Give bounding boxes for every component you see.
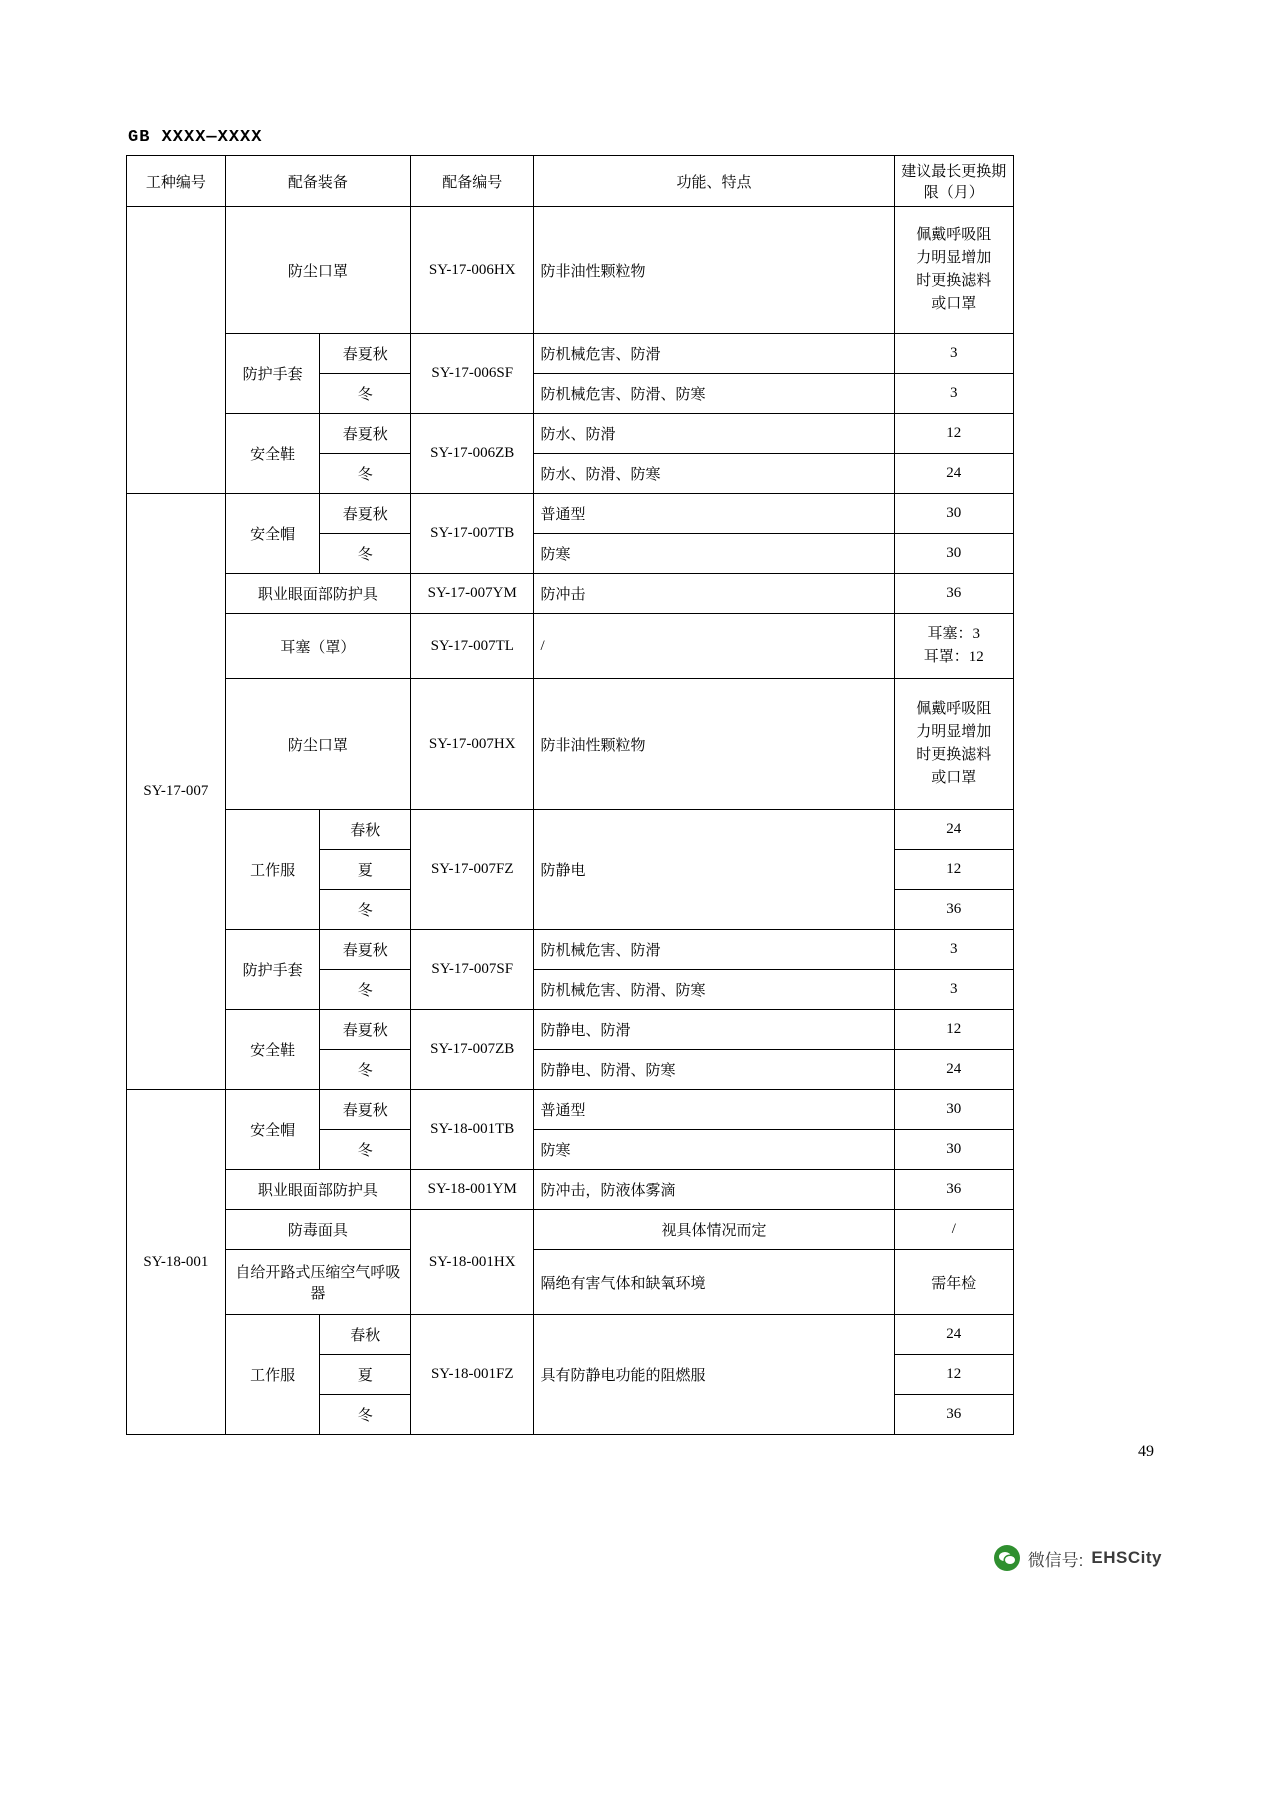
cell-equip-number: SY-17-007HX [411, 679, 534, 810]
cell-equip-number: SY-17-007SF [411, 930, 534, 1010]
table-row [127, 334, 1014, 374]
cell-code-sy-18-001: SY-18-001 [127, 1090, 226, 1435]
cell-equipment: 耳塞（罩） [225, 614, 410, 679]
cell-function: 防水、防滑 [534, 414, 894, 454]
cell-function: 防静电、防滑 [534, 1010, 894, 1050]
table-row [127, 494, 1014, 534]
cell-function: 隔绝有害气体和缺氧环境 [534, 1250, 894, 1315]
cell-season: 冬 [320, 1050, 411, 1090]
term-line-1: 耳塞：3 [927, 625, 981, 642]
table-row [127, 414, 1014, 454]
cell-term: 24 [894, 1315, 1013, 1355]
cell-term: 12 [894, 1355, 1013, 1395]
cell-term: 3 [894, 930, 1013, 970]
table-header-row [127, 156, 1014, 207]
cell-function: 具有防静电功能的阻燃服 [534, 1315, 894, 1435]
cell-code-sy-17-007: SY-17-007 [127, 494, 226, 1090]
cell-term: 3 [894, 334, 1013, 374]
table-row [127, 810, 1014, 850]
cell-equipment: 防毒面具 [225, 1210, 410, 1250]
cell-term: 3 [894, 970, 1013, 1010]
cell-season: 春夏秋 [320, 1090, 411, 1130]
cell-equipment: 防尘口罩 [225, 679, 410, 810]
table-row [127, 1250, 1014, 1315]
cell-season: 冬 [320, 1130, 411, 1170]
cell-function: 防寒 [534, 1130, 894, 1170]
cell-term: / [894, 1210, 1013, 1250]
cell-function: 防冲击，防液体雾滴 [534, 1170, 894, 1210]
cell-function: 防水、防滑、防寒 [534, 454, 894, 494]
cell-season: 春秋 [320, 810, 411, 850]
cell-equipment: 自给开路式压缩空气呼吸器 [225, 1250, 410, 1315]
table-row [127, 1010, 1014, 1050]
term-line-2: 力明显增加 [916, 723, 992, 740]
table-row [127, 207, 1014, 334]
cell-function: 普通型 [534, 1090, 894, 1130]
cell-equip-number: SY-17-007TL [411, 614, 534, 679]
cell-season: 春夏秋 [320, 930, 411, 970]
cell-equip-number: SY-17-006SF [411, 334, 534, 414]
cell-function: 视具体情况而定 [534, 1210, 894, 1250]
table-row [127, 930, 1014, 970]
cell-season: 夏 [320, 1355, 411, 1395]
term-line-4: 或口罩 [931, 770, 977, 787]
cell-function: 防寒 [534, 534, 894, 574]
cell-term: 30 [894, 494, 1013, 534]
cell-code-continued [127, 207, 226, 494]
cell-function: 防机械危害、防滑 [534, 334, 894, 374]
cell-equipment: 工作服 [225, 810, 320, 930]
cell-function: 普通型 [534, 494, 894, 534]
cell-term: 24 [894, 454, 1013, 494]
table-row [127, 1170, 1014, 1210]
standard-header: GB XXXX—XXXX [128, 128, 263, 147]
column-header-function: 功能、特点 [534, 156, 894, 207]
cell-equipment: 工作服 [225, 1315, 320, 1435]
cell-equipment: 安全鞋 [225, 1010, 320, 1090]
cell-term: 36 [894, 890, 1013, 930]
column-header-equip-number: 配备编号 [411, 156, 534, 207]
cell-season: 冬 [320, 890, 411, 930]
cell-season: 春夏秋 [320, 414, 411, 454]
cell-function: 防非油性颗粒物 [534, 207, 894, 334]
cell-season: 春夏秋 [320, 334, 411, 374]
cell-term: 24 [894, 1050, 1013, 1090]
cell-term: 36 [894, 1395, 1013, 1435]
column-header-term: 建议最长更换期限（月） [894, 156, 1013, 207]
cell-function: 防机械危害、防滑 [534, 930, 894, 970]
column-header-code: 工种编号 [127, 156, 226, 207]
cell-equip-number: SY-18-001FZ [411, 1315, 534, 1435]
cell-term: 30 [894, 534, 1013, 574]
cell-function: 防机械危害、防滑、防寒 [534, 970, 894, 1010]
table-row [127, 1315, 1014, 1355]
cell-equip-number: SY-17-007ZB [411, 1010, 534, 1090]
cell-season: 春夏秋 [320, 494, 411, 534]
watermark-label: 微信号: [1027, 1550, 1084, 1570]
cell-equip-number: SY-17-007YM [411, 574, 534, 614]
cell-season: 冬 [320, 374, 411, 414]
cell-term: 3 [894, 374, 1013, 414]
cell-term: 36 [894, 574, 1013, 614]
cell-equipment: 职业眼面部防护具 [225, 574, 410, 614]
table-row [127, 1090, 1014, 1130]
cell-season: 春夏秋 [320, 1010, 411, 1050]
cell-equipment: 防护手套 [225, 930, 320, 1010]
cell-term [894, 614, 1013, 679]
cell-equipment: 职业眼面部防护具 [225, 1170, 410, 1210]
cell-season: 冬 [320, 534, 411, 574]
term-line-2: 耳罩：12 [923, 649, 984, 665]
term-line-4: 或口罩 [931, 296, 977, 313]
column-header-equipment: 配备装备 [225, 156, 410, 207]
cell-term: 12 [894, 414, 1013, 454]
table-row [127, 679, 1014, 810]
cell-function: 防非油性颗粒物 [534, 679, 894, 810]
watermark [994, 1545, 1162, 1571]
cell-season: 夏 [320, 850, 411, 890]
cell-equip-number: SY-18-001YM [411, 1170, 534, 1210]
cell-term: 24 [894, 810, 1013, 850]
cell-term: 36 [894, 1170, 1013, 1210]
table-row [127, 574, 1014, 614]
cell-equipment: 安全鞋 [225, 414, 320, 494]
cell-equip-number: SY-17-007TB [411, 494, 534, 574]
cell-season: 春秋 [320, 1315, 411, 1355]
cell-equipment: 安全帽 [225, 494, 320, 574]
cell-equip-number: SY-18-001TB [411, 1090, 534, 1170]
cell-function: 防冲击 [534, 574, 894, 614]
cell-function: / [534, 614, 894, 679]
term-line-3: 时更换滤料 [916, 747, 992, 763]
watermark-brand: EHSCity [1091, 1548, 1162, 1567]
table-row [127, 1210, 1014, 1250]
cell-term [894, 679, 1013, 810]
cell-equip-number: SY-17-006ZB [411, 414, 534, 494]
term-line-2: 力明显增加 [916, 249, 992, 266]
cell-term: 12 [894, 850, 1013, 890]
cell-term: 30 [894, 1090, 1013, 1130]
cell-equipment: 安全帽 [225, 1090, 320, 1170]
cell-equipment: 防护手套 [225, 334, 320, 414]
cell-equip-number: SY-18-001HX [411, 1210, 534, 1315]
cell-season: 冬 [320, 970, 411, 1010]
cell-equipment: 防尘口罩 [225, 207, 410, 334]
cell-term: 12 [894, 1010, 1013, 1050]
term-line-1: 佩戴呼吸阻 [916, 700, 992, 717]
cell-equip-number: SY-17-007FZ [411, 810, 534, 930]
cell-function: 防静电 [534, 810, 894, 930]
cell-term [894, 207, 1013, 334]
cell-term: 需年检 [894, 1250, 1013, 1315]
wechat-icon [994, 1545, 1020, 1571]
term-line-1: 佩戴呼吸阻 [916, 226, 992, 243]
cell-term: 30 [894, 1130, 1013, 1170]
ppe-allocation-table [126, 155, 1014, 1435]
cell-season: 冬 [320, 1395, 411, 1435]
cell-function: 防机械危害、防滑、防寒 [534, 374, 894, 414]
term-line-3: 时更换滤料 [916, 273, 992, 289]
cell-function: 防静电、防滑、防寒 [534, 1050, 894, 1090]
page-number: 49 [1138, 1443, 1154, 1460]
table-row [127, 614, 1014, 679]
cell-equip-number: SY-17-006HX [411, 207, 534, 334]
cell-season: 冬 [320, 454, 411, 494]
